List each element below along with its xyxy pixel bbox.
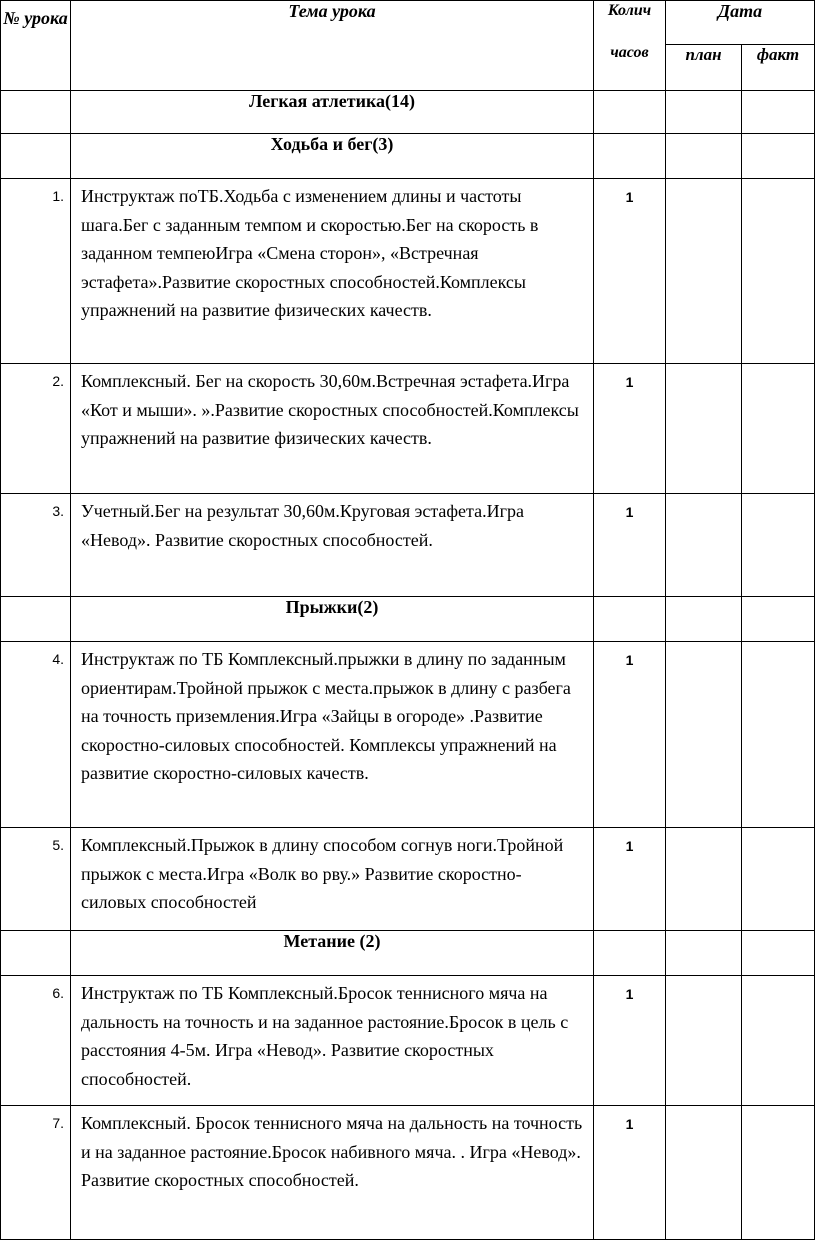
- lesson-topic: Комплексный. Бег на скорость 30,60м.Встречная эстафета.Игра «Кот и мыши». ».Развитие скоростных способностей.Комплексы упражнений на развитие физических качеств.: [71, 364, 594, 494]
- section-row: [1, 134, 815, 179]
- lesson-row: [1, 494, 815, 597]
- section-title: Легкая атлетика(14): [71, 91, 594, 134]
- section-title: Ходьба и бег(3): [71, 134, 594, 179]
- section-fact-cell: [742, 931, 815, 976]
- lesson-plan-date: [666, 364, 742, 494]
- lesson-row: [1, 1106, 815, 1240]
- lesson-fact-date: [742, 642, 815, 828]
- lesson-hours: 1: [594, 494, 666, 597]
- lesson-fact-date: [742, 494, 815, 597]
- lesson-hours: 1: [594, 364, 666, 494]
- section-num-cell: [1, 134, 71, 179]
- lesson-fact-date: [742, 364, 815, 494]
- lesson-number: 1.: [1, 179, 71, 364]
- lesson-number: 2.: [1, 364, 71, 494]
- section-num-cell: [1, 91, 71, 134]
- section-plan-cell: [666, 931, 742, 976]
- header-topic: Тема урока: [71, 1, 594, 91]
- section-title: Метание (2): [71, 931, 594, 976]
- lesson-plan-date: [666, 494, 742, 597]
- lesson-hours: 1: [594, 976, 666, 1106]
- lesson-plan-date: [666, 642, 742, 828]
- lesson-row: [1, 828, 815, 931]
- section-fact-cell: [742, 134, 815, 179]
- lesson-row: [1, 364, 815, 494]
- lesson-fact-date: [742, 1106, 815, 1240]
- section-row: [1, 91, 815, 134]
- lesson-topic: Инструктаж по ТБ Комплексный.прыжки в длину по заданным ориентирам.Тройной прыжок с места.прыжок в длину с разбега на точность приземления.Игра «Зайцы в огороде» .Развитие скоростно-силовых способностей. Комплексы упражнений на развитие скоростно-силовых качеств.: [71, 642, 594, 828]
- lesson-number: 3.: [1, 494, 71, 597]
- lesson-topic: Комплексный.Прыжок в длину способом согнув ноги.Тройной прыжок с места.Игра «Волк во рву.» Развитие скоростно-силовых способностей: [71, 828, 594, 931]
- lesson-hours: 1: [594, 642, 666, 828]
- lesson-topic: Учетный.Бег на результат 30,60м.Круговая эстафета.Игра «Невод». Развитие скоростных способностей.: [71, 494, 594, 597]
- lesson-row: [1, 642, 815, 828]
- lesson-number: 5.: [1, 828, 71, 931]
- section-plan-cell: [666, 91, 742, 134]
- lesson-fact-date: [742, 828, 815, 931]
- header-hours: [594, 1, 666, 91]
- section-row: [1, 597, 815, 642]
- lesson-topic: Инструктаж по ТБ Комплексный.Бросок теннисного мяча на дальность на точность и на заданное растояние.Бросок в цель с расстояния 4-5м. Игра «Невод». Развитие скоростных способностей.: [71, 976, 594, 1106]
- header-lesson-number-label: № урока: [3, 8, 68, 28]
- header-hours-line2: часов: [610, 44, 649, 61]
- header-fact: факт: [742, 45, 815, 91]
- section-hours-cell: [594, 931, 666, 976]
- section-row: [1, 931, 815, 976]
- lesson-number: 7.: [1, 1106, 71, 1240]
- lesson-number: 4.: [1, 642, 71, 828]
- lesson-hours: 1: [594, 179, 666, 364]
- lesson-topic: Инструктаж поТБ.Ходьба с изменением длины и частоты шага.Бег с заданным темпом и скоростью.Бег на скорость в заданном темпеюИгра «Смена сторон», «Встречная эстафета».Развитие скоростных способностей.Комплексы упражнений на развитие физических качеств.: [71, 179, 594, 364]
- lesson-topic: Комплексный. Бросок теннисного мяча на дальность на точность и на заданное растояние.Бросок набивного мяча. . Игра «Невод». Развитие скоростных способностей.: [71, 1106, 594, 1240]
- section-num-cell: [1, 931, 71, 976]
- lesson-plan-date: [666, 828, 742, 931]
- section-plan-cell: [666, 597, 742, 642]
- section-hours-cell: [594, 91, 666, 134]
- section-hours-cell: [594, 134, 666, 179]
- lesson-plan-date: [666, 1106, 742, 1240]
- lesson-row: [1, 179, 815, 364]
- lesson-plan-date: [666, 179, 742, 364]
- lesson-number: 6.: [1, 976, 71, 1106]
- section-plan-cell: [666, 134, 742, 179]
- lesson-fact-date: [742, 179, 815, 364]
- header-lesson-number: [1, 1, 71, 91]
- lesson-row: [1, 976, 815, 1106]
- lesson-plan-date: [666, 976, 742, 1106]
- section-fact-cell: [742, 91, 815, 134]
- section-hours-cell: [594, 597, 666, 642]
- section-fact-cell: [742, 597, 815, 642]
- section-title: Прыжки(2): [71, 597, 594, 642]
- header-plan: план: [666, 45, 742, 91]
- lesson-fact-date: [742, 976, 815, 1106]
- lesson-hours: 1: [594, 828, 666, 931]
- lesson-hours: 1: [594, 1106, 666, 1240]
- header-date: Дата: [666, 1, 815, 45]
- section-num-cell: [1, 597, 71, 642]
- header-hours-line1: Колич: [607, 2, 652, 19]
